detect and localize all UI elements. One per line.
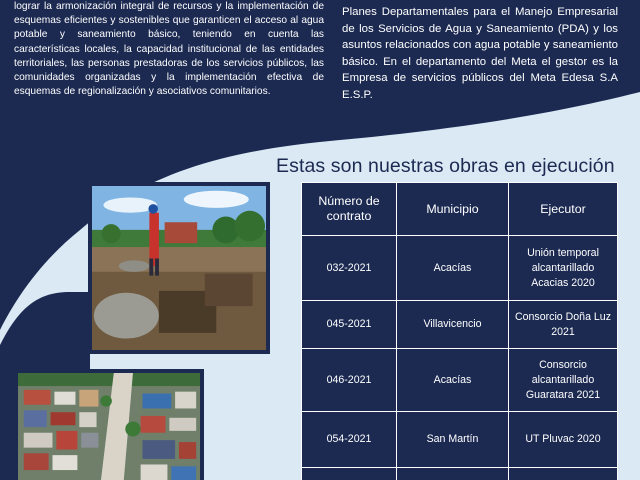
contract-number-cell: 054-2021 xyxy=(302,412,397,468)
table-row xyxy=(302,301,618,349)
table-row xyxy=(302,349,618,412)
header-contract-number: Número de contrato xyxy=(302,183,397,236)
contract-number-cell: 045-2021 xyxy=(302,301,397,349)
executor-cell: Consorcio alcantarillado Guaratara 2021 xyxy=(509,349,618,412)
contracts-table xyxy=(301,182,618,480)
executor-cell: Consorcio Doña Luz 2021 xyxy=(509,301,618,349)
municipality-cell: Villavicencio xyxy=(397,301,509,349)
header-executor: Ejecutor xyxy=(509,183,618,236)
contract-number-cell: 046-2021 xyxy=(302,349,397,412)
aerial-town-photo xyxy=(14,369,204,480)
executor-cell: Unión temporal alcantarillado Acacias 2020 xyxy=(509,236,618,301)
table-row xyxy=(302,236,618,301)
table-row xyxy=(302,412,618,468)
contract-number-cell: 032-2021 xyxy=(302,236,397,301)
section-title: Estas son nuestras obras en ejecución xyxy=(276,155,615,177)
municipality-cell xyxy=(397,468,509,480)
intro-paragraph-right: Planes Departamentales para el Manejo Empresarial de los Servicios de Agua y Saneamiento (PDA) y los asuntos relacionados con agua potable y saneamiento básico. En el departamento del Meta el gestor es la Empresa de servicios públicos del Meta Edesa S.A E.S.P. xyxy=(342,6,618,101)
construction-site-photo xyxy=(88,182,270,354)
executor-cell: UT Pluvac 2020 xyxy=(509,412,618,468)
municipality-cell: Acacías xyxy=(397,349,509,412)
contract-number-cell xyxy=(302,468,397,480)
table-row xyxy=(302,468,618,480)
municipality-cell: San Martín xyxy=(397,412,509,468)
header-municipality: Municipio xyxy=(397,183,509,236)
intro-paragraph-left: lograr la armonización integral de recursos y la implementación de esquemas eficientes y sostenibles que garanticen el acceso al agua potable y saneamiento básico, teniendo en cuenta las características locales, la capacidad institucional de las entidades territoriales, las personas prestadoras de los servicios públicos, las comunidades organizadas y la implementación efectiva de esquemas de regionalización y asociativos comunitarios. xyxy=(14,1,324,98)
municipality-cell: Acacías xyxy=(397,236,509,301)
executor-cell xyxy=(509,468,618,480)
table-header-row xyxy=(302,183,618,236)
